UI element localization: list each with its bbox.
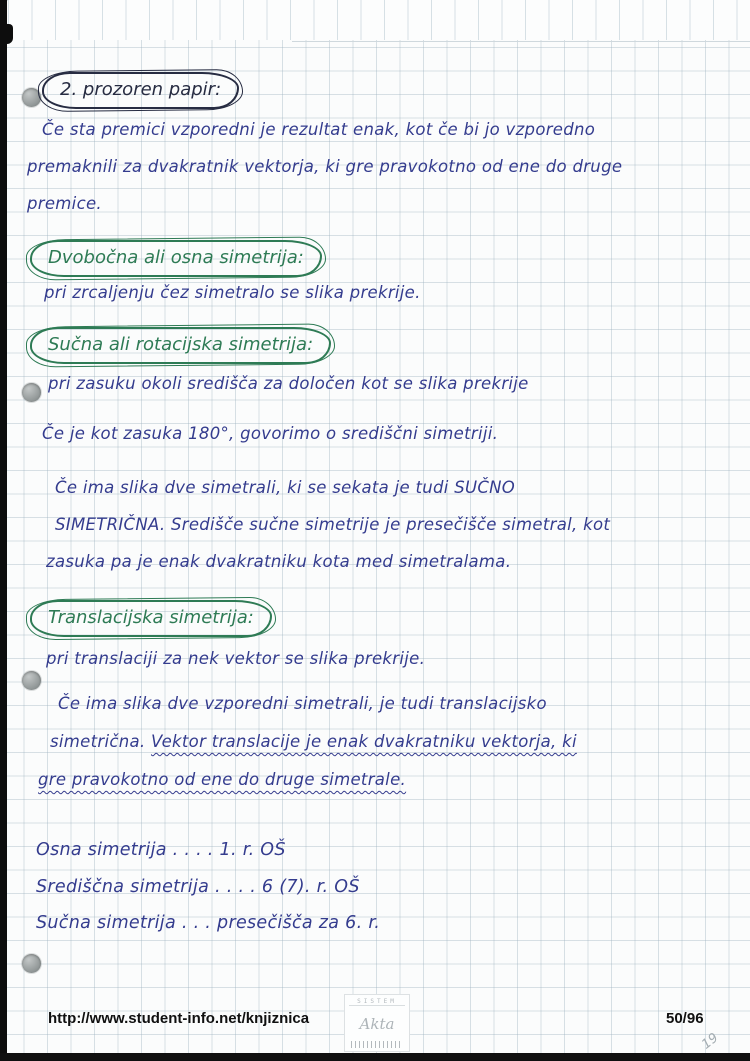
summary-line-sucna: Sučna simetrija . . . presečišča za 6. r. bbox=[36, 913, 381, 933]
handwritten-line: Če je kot zasuka 180°, govorimo o središčni simetriji. bbox=[42, 424, 499, 443]
scan-edge-bottom bbox=[0, 1053, 750, 1061]
handwritten-line: Če sta premici vzporedni je rezultat enak, kot če bi jo vzporedno bbox=[42, 120, 596, 139]
hole-punch bbox=[22, 954, 41, 973]
underlined-text: Vektor translacije je enak dvakratniku vektorja, ki bbox=[150, 732, 577, 751]
grid-line-fragment bbox=[292, 41, 750, 42]
handwritten-line: SIMETRIČNA. Središče sučne simetrije je presečišče simetral, kot bbox=[55, 515, 611, 534]
heading-bubble-sucna-simetrija: Sučna ali rotacijska simetrija: bbox=[30, 327, 331, 364]
handwritten-line: premice. bbox=[27, 194, 102, 213]
handwritten-line: pri zrcaljenju čez simetralo se slika prekrije. bbox=[44, 283, 421, 302]
heading-bubble-osna-simetrija: Dvobočna ali osna simetrija: bbox=[30, 240, 322, 277]
hole-punch bbox=[22, 88, 41, 107]
heading-bubble-translacijska-simetrija: Translacijska simetrija: bbox=[30, 600, 272, 637]
summary-line-sredisca: Središčna simetrija . . . . 6 (7). r. OŠ bbox=[36, 877, 360, 897]
handwritten-line bbox=[50, 732, 577, 751]
handwritten-line: Če ima slika dve simetrali, ki se sekata je tudi SUČNO bbox=[55, 478, 516, 497]
scan-edge-left bbox=[0, 0, 7, 1061]
underlined-text: gre pravokotno od ene do druge simetrale. bbox=[38, 770, 407, 789]
hole-punch bbox=[22, 383, 41, 402]
handwritten-line: premaknili za dvakratnik vektorja, ki gre pravokotno od ene do druge bbox=[27, 157, 623, 176]
akta-sistem-logo bbox=[344, 994, 410, 1052]
handwritten-line: Če ima slika dve vzporedni simetrali, je tudi translacijsko bbox=[58, 694, 547, 713]
hole-punch bbox=[22, 671, 41, 690]
summary-line-osna: Osna simetrija . . . . 1. r. OŠ bbox=[36, 840, 286, 860]
handwritten-line: pri translaciji za nek vektor se slika prekrije. bbox=[46, 649, 426, 668]
scan-edge-mark bbox=[0, 24, 13, 44]
logo-barcode bbox=[351, 1041, 403, 1048]
pencil-page-note: 19 bbox=[699, 1030, 722, 1053]
handwritten-line: pri zasuku okoli središča za določen kot se slika prekrije bbox=[48, 374, 529, 393]
logo-text-sistem: SISTEM bbox=[349, 998, 405, 1006]
heading-bubble-prozoren-papir: 2. prozoren papir: bbox=[42, 72, 239, 109]
line-prefix: simetrična. bbox=[50, 732, 151, 751]
logo-script-akta: Akta bbox=[359, 1014, 395, 1033]
handwritten-line: zasuka pa je enak dvakratniku kota med simetralama. bbox=[46, 552, 512, 571]
page-number: 50/96 bbox=[666, 1010, 704, 1027]
page-top-margin bbox=[8, 0, 750, 40]
footer-url: http://www.student-info.net/knjiznica bbox=[48, 1010, 310, 1027]
